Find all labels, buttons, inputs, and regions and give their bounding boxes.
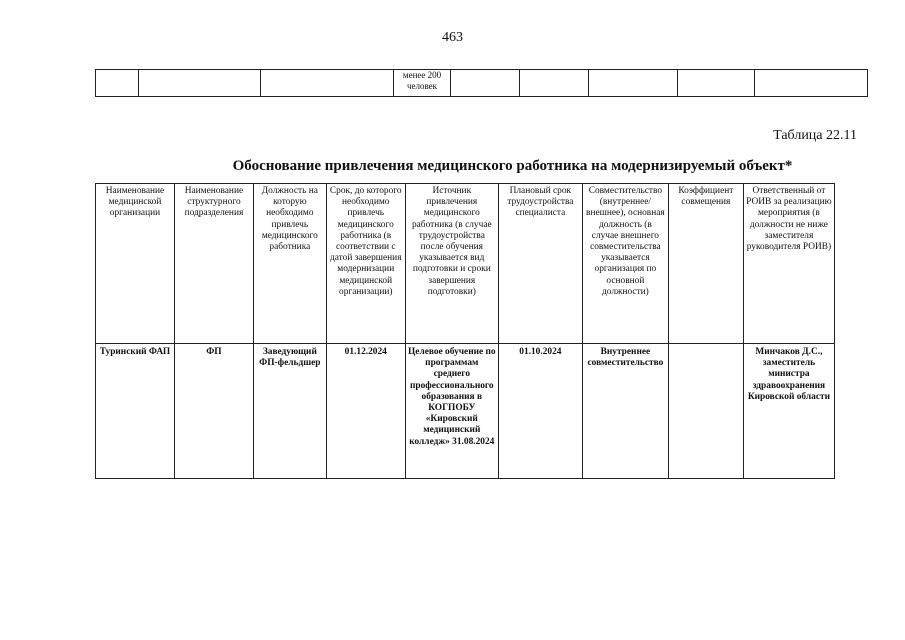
table-title: Обоснование привлечения медицинского работника на модернизируемый объект*	[232, 158, 793, 174]
table-cell	[451, 70, 520, 97]
table-cell	[589, 70, 678, 97]
cell-source: Целевое обучение по программам среднего профессионального образования в КОГПОБУ «Кировский медицинский колледж» 31.08.2024	[405, 344, 498, 479]
table-header-row	[96, 184, 835, 344]
column-header: Плановый срок трудоустройства специалиста	[498, 184, 582, 344]
column-header: Коэффициент совмещения	[668, 184, 743, 344]
table-cell	[139, 70, 261, 97]
column-header: Должность на которую необходимо привлечь медицинского работника	[253, 184, 326, 344]
table-cell	[678, 70, 755, 97]
cell-coefficient	[668, 344, 743, 479]
table-cell	[96, 70, 139, 97]
continuation-table	[95, 69, 868, 97]
table-row	[96, 344, 835, 479]
cell-deadline: 01.12.2024	[326, 344, 405, 479]
cell-combination: Внутреннее совместительство	[582, 344, 668, 479]
column-header: Совместительство (внутреннее/внешнее), основная должность (в случае внешнего совместительства указывается организация по основной должности)	[582, 184, 668, 344]
table-cell	[755, 70, 868, 97]
cell-position: Заведующий ФП-фельдшер	[253, 344, 326, 479]
cell-department: ФП	[174, 344, 253, 479]
column-header: Источник привлечения медицинского работника (в случае трудоустройства после обучения указывается вид подготовки и сроки завершения подготовки)	[405, 184, 498, 344]
column-header: Ответственный от РОИВ за реализацию мероприятия (в должности не ниже заместителя руководителя РОИВ)	[743, 184, 834, 344]
table-row	[96, 70, 868, 97]
column-header: Наименование структурного подразделения	[174, 184, 253, 344]
justification-table	[95, 183, 835, 479]
table-cell	[261, 70, 394, 97]
cell-responsible: Минчаков Д.С., заместитель министра здравоохранения Кировской области	[743, 344, 834, 479]
column-header: Срок, до которого необходимо привлечь медицинского работника (в соответствии с датой завершения модернизации медицинской организации)	[326, 184, 405, 344]
cell-organization: Туринский ФАП	[96, 344, 175, 479]
cell-planned-date: 01.10.2024	[498, 344, 582, 479]
table-label: Таблица 22.11	[773, 128, 857, 143]
table-cell	[520, 70, 589, 97]
column-header: Наименование медицинской организации	[96, 184, 175, 344]
table-cell: менее 200 человек	[394, 70, 451, 97]
page-number: 463	[442, 30, 463, 45]
